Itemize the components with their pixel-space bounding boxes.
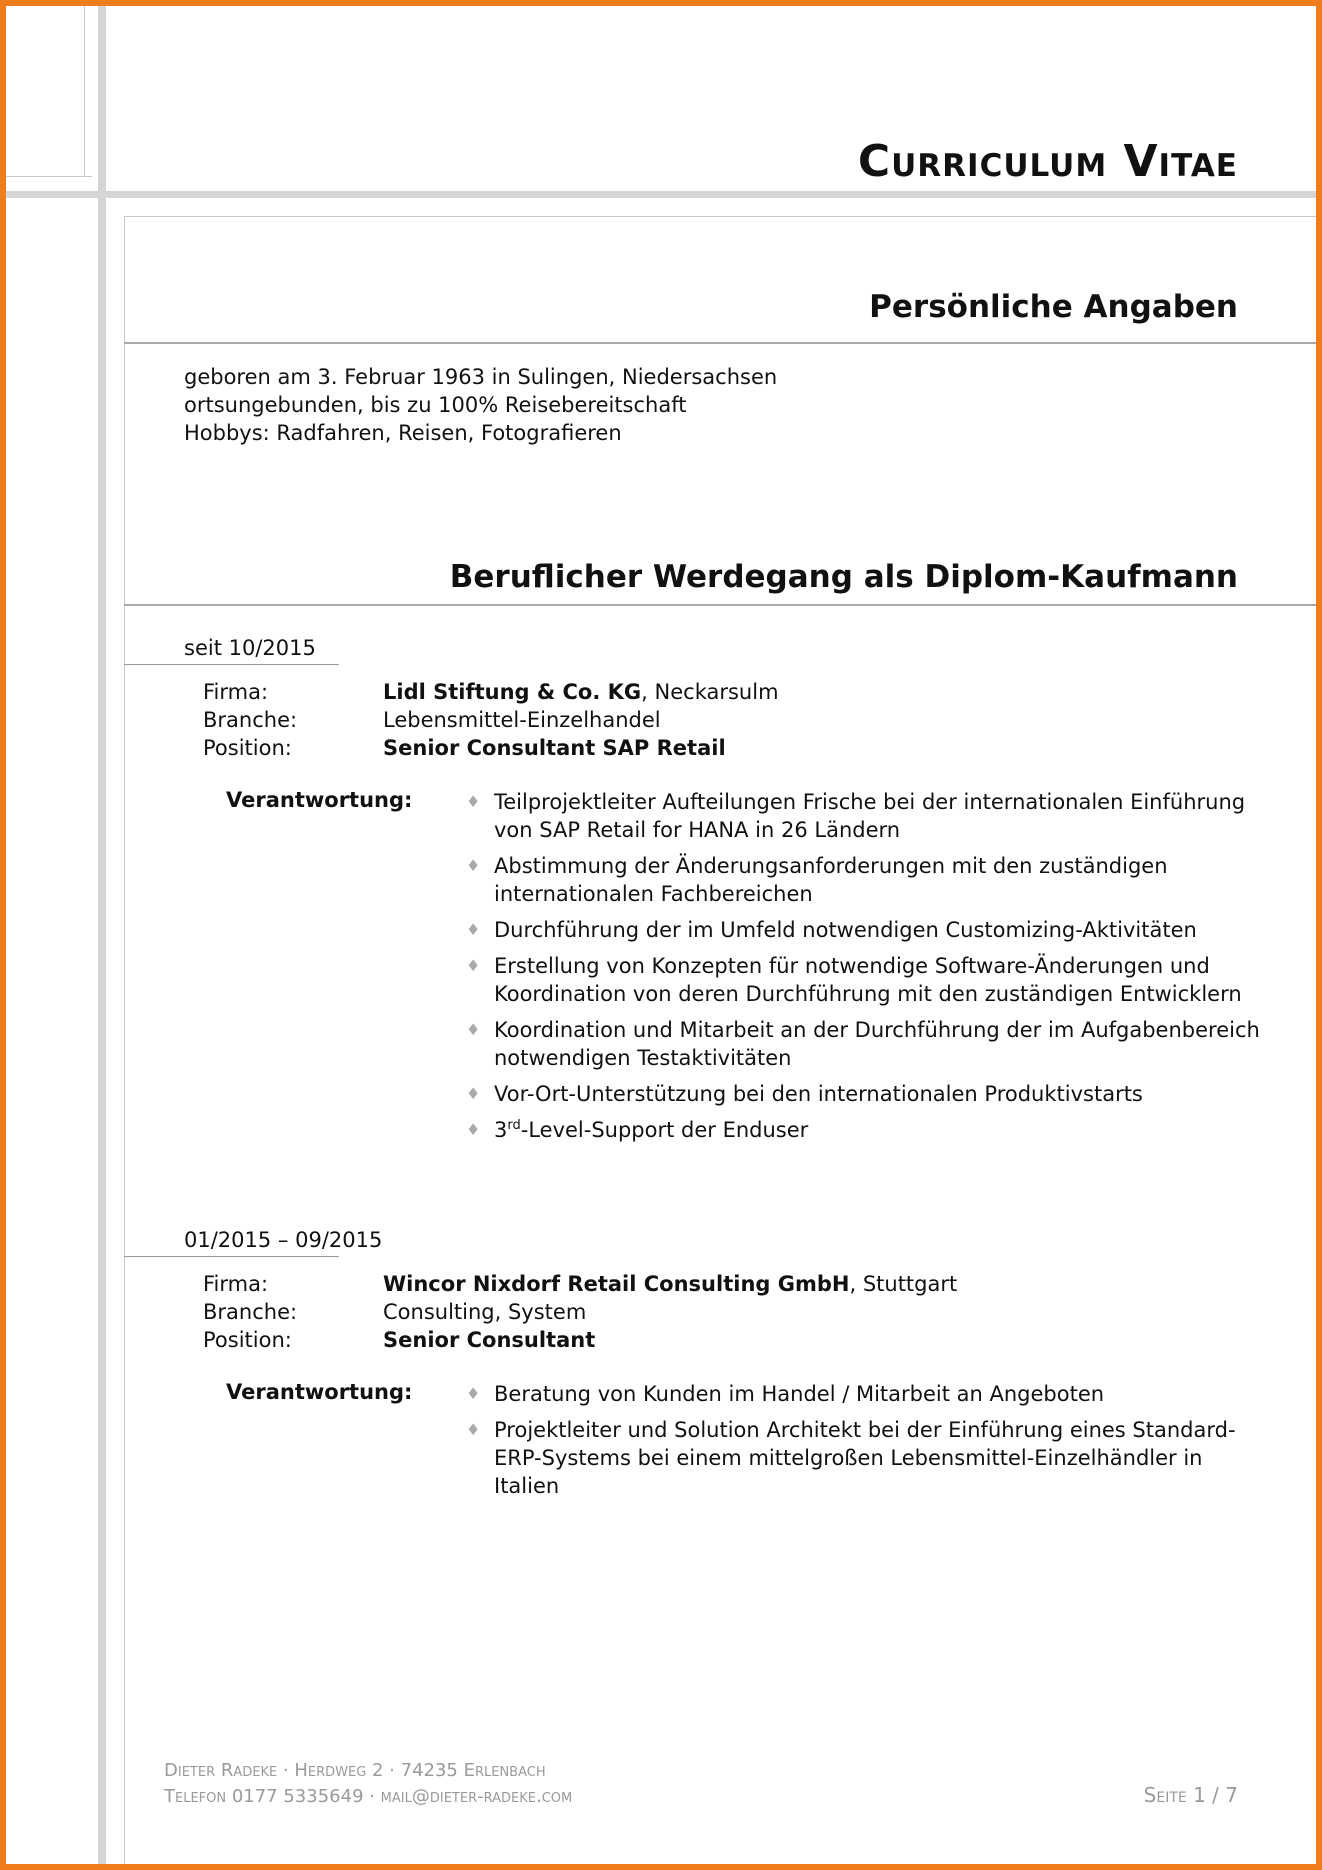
period-rule: [124, 664, 339, 665]
industry-label: Branche:: [203, 708, 298, 732]
career-heading: Beruflicher Werdegang als Diplom-Kaufmann: [449, 559, 1238, 595]
job-period: 01/2015 – 09/2015: [184, 1228, 383, 1252]
left-thin-rule: [84, 6, 85, 176]
list-item: ♦ Durchführung der im Umfeld notwendigen Customizing-Aktivitäten: [466, 918, 1197, 942]
firm-row: [203, 678, 779, 706]
personal-heading: Persönliche Angaben: [869, 289, 1238, 325]
list-item: ♦ Koordination und Mitarbeit an der Durchführung der im Aufgabenbereich notwendigen Testaktivitäten: [466, 1018, 1260, 1070]
company-city: , Stuttgart: [849, 1272, 958, 1296]
industry-value: Consulting, System: [383, 1300, 587, 1324]
firm-row: [203, 1270, 957, 1298]
responsibility-list: [466, 788, 1266, 1152]
firm-label: Firma:: [203, 1272, 269, 1296]
career-section-rule: [124, 604, 1316, 606]
firm-value: [383, 1270, 957, 1298]
period-rule: [124, 1256, 339, 1257]
industry-value: Lebensmittel-Einzelhandel: [383, 708, 661, 732]
personal-section-rule: [124, 342, 1316, 344]
inner-top-thin-rule: [124, 216, 1322, 217]
personal-details: [184, 363, 777, 447]
page-number: Seite 1 / 7: [1143, 1783, 1238, 1807]
company-city: , Neckarsulm: [641, 680, 779, 704]
birth-line: geboren am 3. Februar 1963 in Sulingen, Niedersachsen: [184, 365, 778, 389]
list-item: ♦ Vor-Ort-Unterstützung bei den internationalen Produktivstarts: [466, 1082, 1143, 1106]
position-label: Position:: [203, 1328, 292, 1352]
responsibility-list: [466, 1380, 1266, 1508]
corner-thin-rule: [6, 176, 92, 177]
travel-line: ortsungebunden, bis zu 100% Reisebereitschaft: [184, 393, 687, 417]
header-horizontal-rule: [6, 191, 1322, 198]
inner-thin-rule: [124, 216, 125, 1870]
diamond-bullet-icon: ♦: [466, 1020, 481, 1039]
diamond-bullet-icon: ♦: [466, 1384, 481, 1403]
position-row: [203, 1326, 957, 1354]
position-label: Position:: [203, 736, 292, 760]
diamond-bullet-icon: ♦: [466, 1120, 481, 1139]
firm-value: [383, 678, 779, 706]
footer-phone-mail: Telefon 0177 5335649 · mail@dieter-radeke.com: [164, 1786, 573, 1807]
industry-row: [203, 1298, 957, 1326]
position-row: [203, 734, 779, 762]
list-item: ♦ Projektleiter und Solution Architekt bei der Einführung eines Standard-ERP-Systems bei einem mittelgroßen Lebensmittel-Einzelhändler in Italien: [466, 1418, 1236, 1498]
responsibility-label: Verantwortung:: [226, 1380, 413, 1404]
diamond-bullet-icon: ♦: [466, 920, 481, 939]
list-item: ♦ Abstimmung der Änderungsanforderungen mit den zuständigen internationalen Fachbereichen: [466, 854, 1168, 906]
company-name: Lidl Stiftung & Co. KG: [383, 680, 642, 704]
diamond-bullet-icon: ♦: [466, 1084, 481, 1103]
job-facts: [203, 1270, 957, 1354]
list-item: ♦ Beratung von Kunden im Handel / Mitarbeit an Angeboten: [466, 1382, 1105, 1406]
diamond-bullet-icon: ♦: [466, 1420, 481, 1439]
firm-label: Firma:: [203, 680, 269, 704]
page-title: Curriculum Vitae: [857, 136, 1238, 187]
company-name: Wincor Nixdorf Retail Consulting GmbH: [383, 1272, 850, 1296]
hobbies-line: Hobbys: Radfahren, Reisen, Fotografieren: [184, 421, 622, 445]
position-value: Senior Consultant: [383, 1328, 596, 1352]
diamond-bullet-icon: ♦: [466, 956, 481, 975]
position-value: Senior Consultant SAP Retail: [383, 736, 726, 760]
industry-row: [203, 706, 779, 734]
list-item: ♦ Erstellung von Konzepten für notwendige Software-Änderungen und Koordination von deren Durchführung mit den zuständigen Entwicklern: [466, 954, 1242, 1006]
job-period: seit 10/2015: [184, 636, 316, 660]
responsibility-label: Verantwortung:: [226, 788, 413, 812]
industry-label: Branche:: [203, 1300, 298, 1324]
left-vertical-rule: [98, 6, 106, 1870]
footer-address: Dieter Radeke · Herdweg 2 · 74235 Erlenbach: [164, 1760, 546, 1781]
job-facts: [203, 678, 779, 762]
diamond-bullet-icon: ♦: [466, 856, 481, 875]
diamond-bullet-icon: ♦: [466, 792, 481, 811]
list-item: ♦ 3rd-Level-Support der Enduser: [466, 1118, 809, 1142]
footer-contact: [164, 1758, 572, 1810]
list-item: ♦ Teilprojektleiter Aufteilungen Frische bei der internationalen Einführung von SAP Retail for HANA in 26 Ländern: [466, 790, 1246, 842]
